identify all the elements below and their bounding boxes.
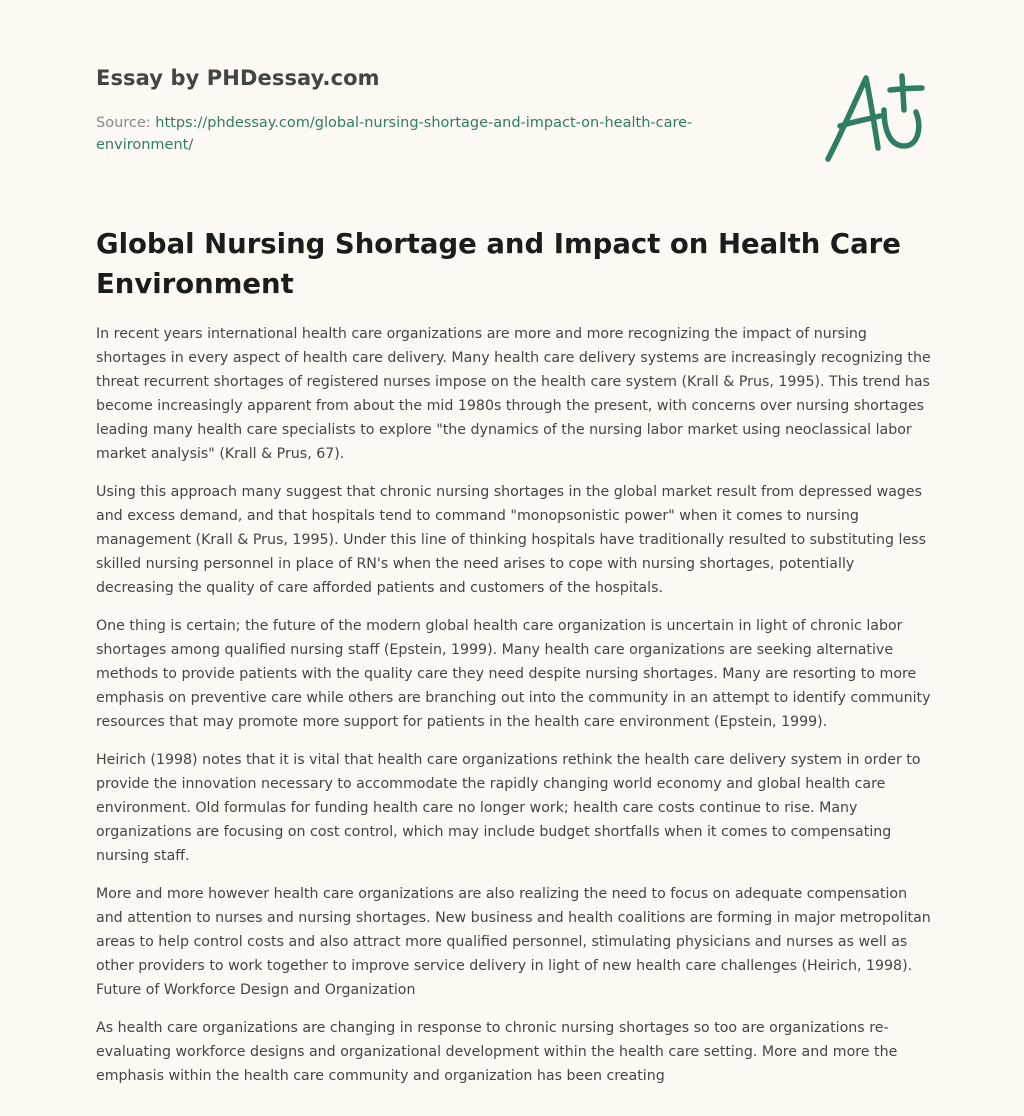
essay-title: Global Nursing Shortage and Impact on Health Care Environment	[96, 228, 901, 300]
source-line	[96, 112, 756, 156]
brand-name: Essay by PHDessay.com	[96, 66, 380, 90]
essay-paragraph: More and more however health care organizations are also realizing the need to focus on adequate compensation and attention to nurses and nursing shortages. New business and health coalitions are forming in major metropolitan areas to help control costs and also attract more qualified personnel, stimulating physicians and nurses as well as other providers to work together to improve service delivery in light of new health care challenges (Heirich, 1998). Future of Workforce Design and Organization	[96, 886, 931, 998]
essay-paragraph: In recent years international health care organizations are more and more recognizing the impact of nursing shortages in every aspect of health care delivery. Many health care delivery systems are increasingly recognizing the threat recurrent shortages of registered nurses impose on the health care system (Krall & Prus, 1995). This trend has become increasingly apparent from about the mid 1980s through the present, with concerns over nursing shortages leading many health care specialists to explore "the dynamics of the nursing labor market using neoclassical labor market analysis" (Krall & Prus, 67).	[96, 326, 931, 462]
essay-paragraph: As health care organizations are changing in response to chronic nursing shortages so too are organizations re-evaluating workforce designs and organizational development within the health care setting. More and more the emphasis within the health care community and organization has been creating	[96, 1020, 898, 1084]
essay-body	[96, 322, 932, 1102]
essay-paragraph: Heirich (1998) notes that it is vital that health care organizations rethink the health care delivery system in order to provide the innovation necessary to accommodate the rapidly changing world economy and global health care environment. Old formulas for funding health care no longer work; health care costs continue to rise. Many organizations are focusing on cost control, which may include budget shortfalls when it comes to compensating nursing staff.	[96, 752, 921, 864]
essay-paragraph: One thing is certain; the future of the modern global health care organization is uncertain in light of chronic labor shortages among qualified nursing staff (Epstein, 1999). Many health care organizations are seeking alternative methods to provide patients with the quality care they need despite nursing shortages. Many are resorting to more emphasis on preventive care while others are branching out into the community in an attempt to identify community resources that may promote more support for patients in the health care environment (Epstein, 1999).	[96, 618, 931, 730]
source-link[interactable]: https://phdessay.com/global-nursing-shortage-and-impact-on-health-care-environment/	[96, 115, 693, 153]
a-plus-logo-icon	[818, 64, 930, 168]
essay-paragraph: Using this approach many suggest that chronic nursing shortages in the global market result from depressed wages and excess demand, and that hospitals tend to command "monopsonistic power" when it comes to nursing management (Krall & Prus, 1995). Under this line of thinking hospitals have traditionally resulted to substituting less skilled nursing personnel in place of RN's when the need arises to cope with nursing shortages, potentially decreasing the quality of care afforded patients and customers of the hospitals.	[96, 484, 926, 596]
source-label: Source:	[96, 115, 151, 131]
